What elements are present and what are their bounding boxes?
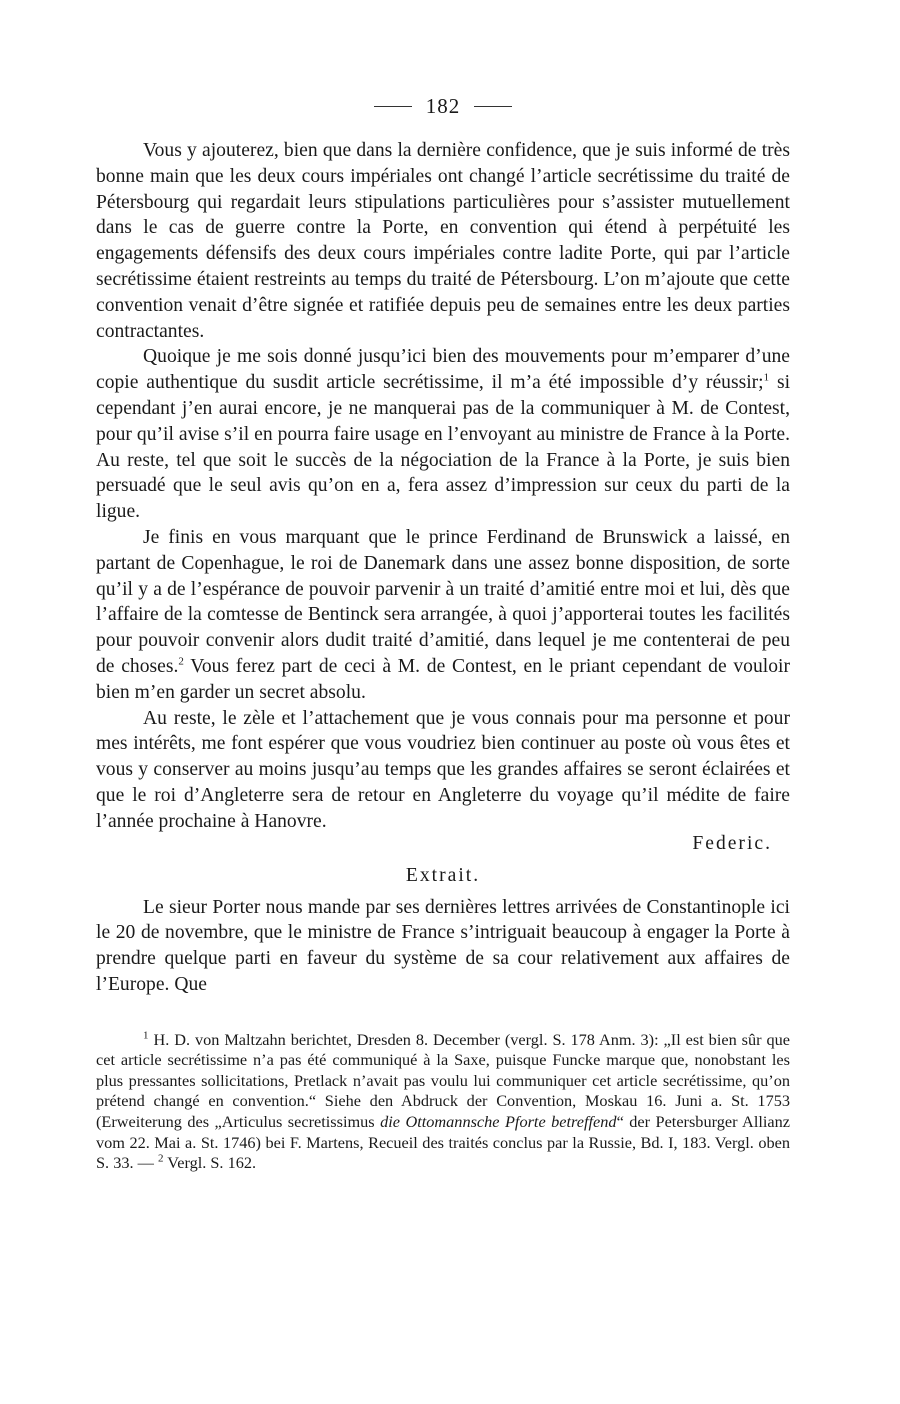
letter-body xyxy=(96,138,790,835)
footnote-2-text: Vergl. S. 162. xyxy=(167,1153,257,1173)
footnote-ref-1: 1 xyxy=(763,371,770,384)
footnote-1-marker: 1 xyxy=(143,1029,149,1042)
paragraph-3-text-b: Vous ferez part de ceci à M. de Contest, en le priant cependant de vouloir bien m’en garder un secret absolu. xyxy=(96,655,790,703)
paragraph-1: Vous y ajouterez, bien que dans la dernière confidence, que je suis informé de très bonne main que les deux cours impériales ont changé l’article secrétissime du traité de Pétersbourg qui regardait leurs stipulations particulières pour s’assister mutuellement dans le cas de guerre contre la Porte, en convention qui étend à perpétuité les engagements défensifs des deux cours impériales contre ladite Porte, qui par l’article secrétissime étaient restreints au temps du traité de Pétersbourg. L’on m’ajoute que cette convention venait d’être signée et ratifiée depuis peu de semaines entre les deux parties contractantes. xyxy=(96,140,790,342)
signature: Federic. xyxy=(692,832,772,854)
document-page xyxy=(96,88,790,1174)
paragraph-3-text-a: Je finis en vous marquant que le prince Ferdinand de Brunswick a laissé, en partant de Copenhague, le roi de Danemark dans une assez bonne disposition, de sorte qu’il y a de l’espérance de pouvoir parvenir à un traité d’amitié entre moi et lui, dès que l’affaire de la comtesse de Bentinck sera arrangée, à quoi j’apporterai toutes les facilités pour pouvoir convenir alors dudit traité d’amitié, dans lequel je me contenterai de peu de choses. xyxy=(96,526,790,677)
extract-title: Extrait. xyxy=(405,864,481,886)
footnotes xyxy=(96,1030,790,1174)
paragraph-3 xyxy=(96,525,790,706)
paragraph-2-text-b: si cependant j’en aurai encore, je ne manquerai pas de la communiquer à M. de Contest, pour qu’il avise s’il en pourra faire usage en l’envoyant au ministre de France à la Porte. Au reste, tel que soit le succès de la négociation de la France à la Porte, je suis bien persuadé que le seul avis qu’on en a, fera assez d’impression sur ceux du parti de la ligue. xyxy=(96,372,791,523)
footnote-2-marker: 2 xyxy=(157,1152,164,1165)
footnote-1-text-b: “ der Petersburger Allianz vom 22. Mai a. St. 1746) bei F. Martens, Recueil des traités conclus par la Russie, Bd. I, 183. Vergl. oben S. 33. — xyxy=(96,1112,790,1173)
extract-paragraph: Le sieur Porter nous mande par ses dernières lettres arrivées de Constantinople ici le 20 de novembre, que le ministre de France s’intriguait beaucoup à engager la Porte à prendre quelque parti en faveur du système de sa cour relativement aux affaires de l’Europe. Que xyxy=(96,896,790,995)
page-header xyxy=(96,88,790,124)
header-rule-right xyxy=(474,106,512,107)
footnote-1 xyxy=(96,1030,790,1174)
extract-body xyxy=(96,895,790,998)
page-number: 182 xyxy=(425,93,461,118)
paragraph-2 xyxy=(96,344,790,525)
footnote-1-italic: die Ottomannsche Pforte betreffend xyxy=(380,1112,617,1132)
footnote-ref-2: 2 xyxy=(178,655,184,668)
paragraph-4: Au reste, le zèle et l’attachement que je vous connais pour ma personne et pour mes intérêts, me font espérer que vous voudriez bien continuer au poste où vous êtes et vous y conserver au moins jusqu’au temps que les grandes affaires se seront éclairées et que le roi d’Angleterre sera de retour en Angleterre du voyage qu’il médite de faire l’année prochaine à Hanovre. xyxy=(96,707,790,832)
footnote-1-text-a: H. D. von Maltzahn berichtet, Dresden 8. December (vergl. S. 178 Anm. 3): „Il est bien sûr que cet article secrétissime n’a pas été communiqué à la Saxe, puisque Funcke marque que, nonobstant les plus pressantes sollicitations, Pretlack n’avait pas voulu lui communiquer cet article secrétissime, qu’on prétend changé en convention.“ Siehe den Abdruck der Convention, Moskau 16. Juni a. St. 1753 (Erweiterung des „Articulus secretissimus xyxy=(96,1029,790,1132)
header-rule-left xyxy=(374,106,412,107)
paragraph-2-text-a: Quoique je me sois donné jusqu’ici bien des mouvements pour m’emparer d’une copie authentique du susdit article secrétissime, il m’a été impossible d’y réussir; xyxy=(96,346,790,394)
